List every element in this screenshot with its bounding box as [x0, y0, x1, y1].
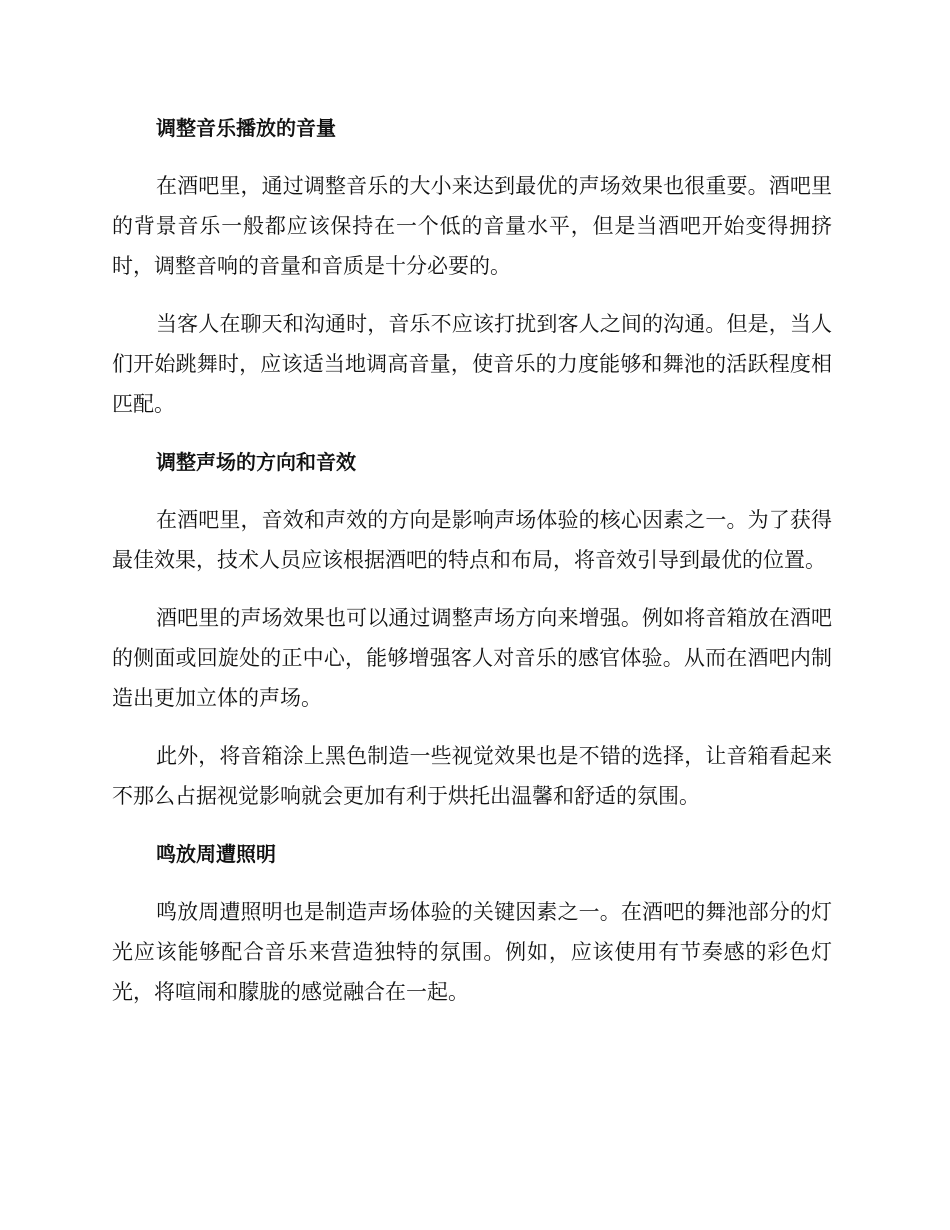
- paragraph: 在酒吧里，音效和声效的方向是影响声场体验的核心因素之一。为了获得最佳效果，技术人员应该根据酒吧的特点和布局，将音效引导到最优的位置。: [112, 508, 832, 572]
- paragraph: 当客人在聊天和沟通时，音乐不应该打扰到客人之间的沟通。但是，当人们开始跳舞时，应该适当地调高音量，使音乐的力度能够和舞池的活跃程度相匹配。: [112, 312, 832, 416]
- paragraph: 鸣放周遭照明也是制造声场体验的关键因素之一。在酒吧的舞池部分的灯光应该能够配合音乐来营造独特的氛围。例如，应该使用有节奏感的彩色灯光，将喧闹和朦胧的感觉融合在一起。: [112, 900, 832, 1004]
- document-body: [112, 108, 832, 1030]
- section-heading: 调整声场的方向和音效: [156, 450, 356, 474]
- paragraph: 在酒吧里，通过调整音乐的大小来达到最优的声场效果也很重要。酒吧里的背景音乐一般都应该保持在一个低的音量水平，但是当酒吧开始变得拥挤时，调整音响的音量和音质是十分必要的。: [112, 174, 832, 278]
- section-heading: 调整音乐播放的音量: [156, 116, 336, 140]
- paragraph: 酒吧里的声场效果也可以通过调整声场方向来增强。例如将音箱放在酒吧的侧面或回旋处的正中心，能够增强客人对音乐的感官体验。从而在酒吧内制造出更加立体的声场。: [112, 606, 832, 710]
- section-heading: 鸣放周遭照明: [156, 842, 276, 866]
- paragraph: 此外，将音箱涂上黑色制造一些视觉效果也是不错的选择，让音箱看起来不那么占据视觉影响就会更加有利于烘托出温馨和舒适的氛围。: [112, 744, 832, 808]
